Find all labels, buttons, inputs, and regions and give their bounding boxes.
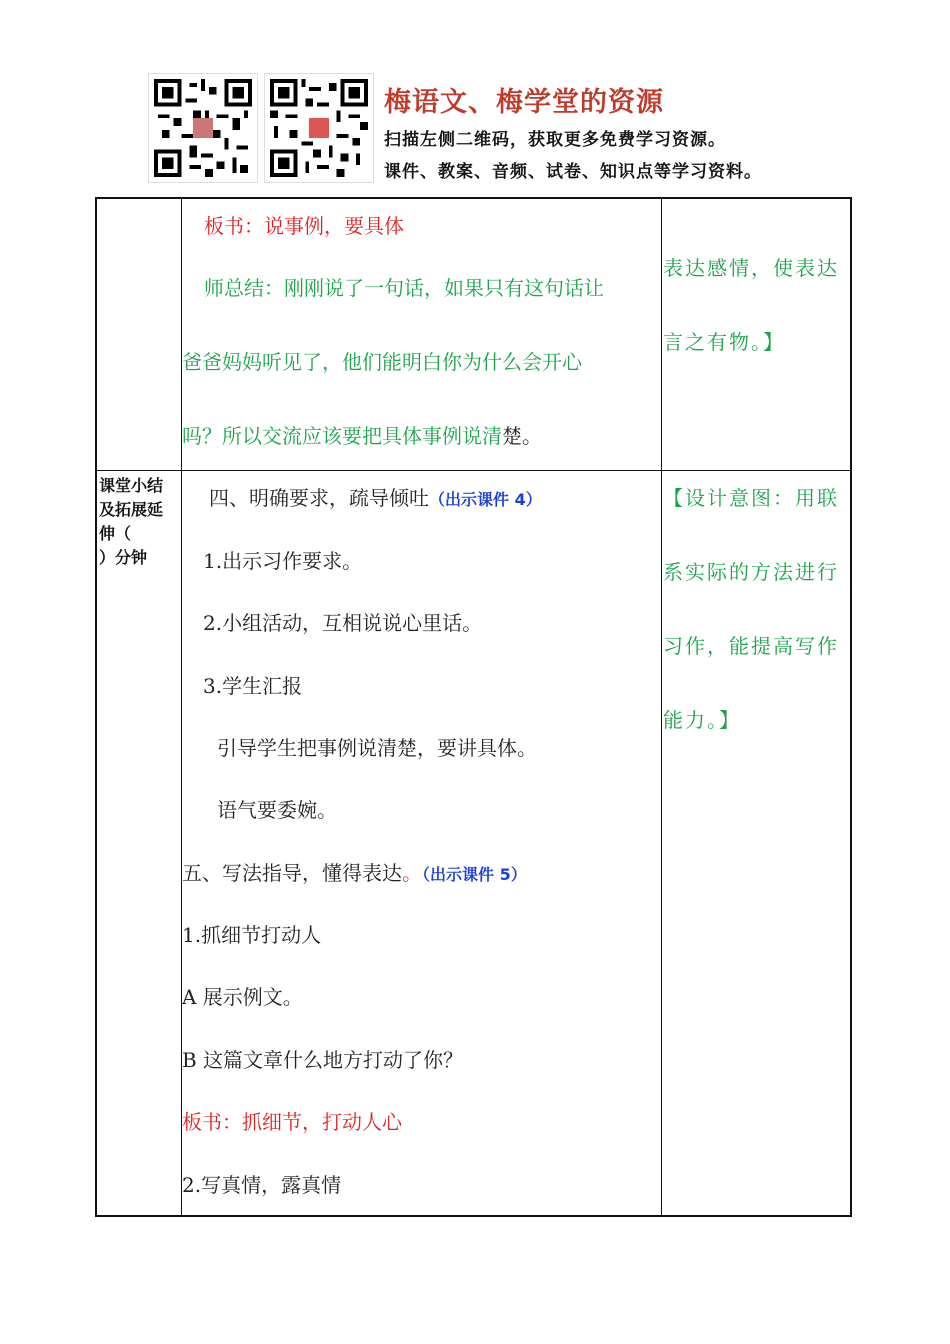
design-note-line: 习作，能提高写作 <box>663 634 839 658</box>
qr-code-left <box>148 73 258 183</box>
step-item: 2.小组活动，互相说说心里话。 <box>203 611 483 635</box>
courseware-link: （出示课件 4） <box>429 490 542 509</box>
design-note-line: 表达感情，使表达 <box>663 256 839 280</box>
step-item: 语气要委婉。 <box>217 798 337 822</box>
section-label: 伸（ <box>99 524 132 543</box>
summary-line: 师总结：刚刚说了一句话，如果只有这句话让 <box>204 276 604 300</box>
step-item: 2.写真情，露真情 <box>182 1173 342 1197</box>
step-heading: 四、明确要求，疏导倾吐（出示课件 4） <box>209 486 542 510</box>
brand-title: 梅语文、梅学堂的资源 <box>384 87 664 118</box>
header-line-2: 课件、教案、音频、试卷、知识点等学习资料。 <box>384 162 762 182</box>
summary-line: 爸爸妈妈听见了，他们能明白你为什么会开心 <box>182 350 582 374</box>
summary-line: 吗？所以交流应该要把具体事例说清楚。 <box>182 424 542 448</box>
step-heading: 五、写法指导，懂得表达。（出示课件 5） <box>182 861 527 885</box>
design-note-line: 能力。】 <box>663 708 741 732</box>
column-divider <box>661 199 662 1215</box>
board-note: 板书：说事例，要具体 <box>204 214 404 238</box>
design-note-line: 【设计意图：用联 <box>663 486 839 510</box>
design-note-line: 系实际的方法进行 <box>663 560 839 584</box>
design-note-line: 言之有物。】 <box>663 330 785 354</box>
step-item: A 展示例文。 <box>182 985 303 1009</box>
courseware-link: （出示课件 5） <box>422 865 527 884</box>
step-item: B 这篇文章什么地方打动了你？ <box>182 1048 464 1072</box>
row-divider <box>97 470 850 471</box>
board-note: 板书：抓细节，打动人心 <box>182 1110 402 1134</box>
step-item: 3.学生汇报 <box>203 674 303 698</box>
section-label: 及拓展延 <box>99 500 164 519</box>
qr-code-right <box>264 73 374 183</box>
step-item: 1.出示习作要求。 <box>203 549 363 573</box>
section-label: ）分钟 <box>99 548 148 567</box>
header-line-1: 扫描左侧二维码，获取更多免费学习资源。 <box>384 130 726 150</box>
step-item: 1.抓细节打动人 <box>182 923 322 947</box>
section-label: 课堂小结 <box>99 476 164 495</box>
lesson-table <box>95 197 852 1217</box>
step-item: 引导学生把事例说清楚，要讲具体。 <box>217 736 537 760</box>
